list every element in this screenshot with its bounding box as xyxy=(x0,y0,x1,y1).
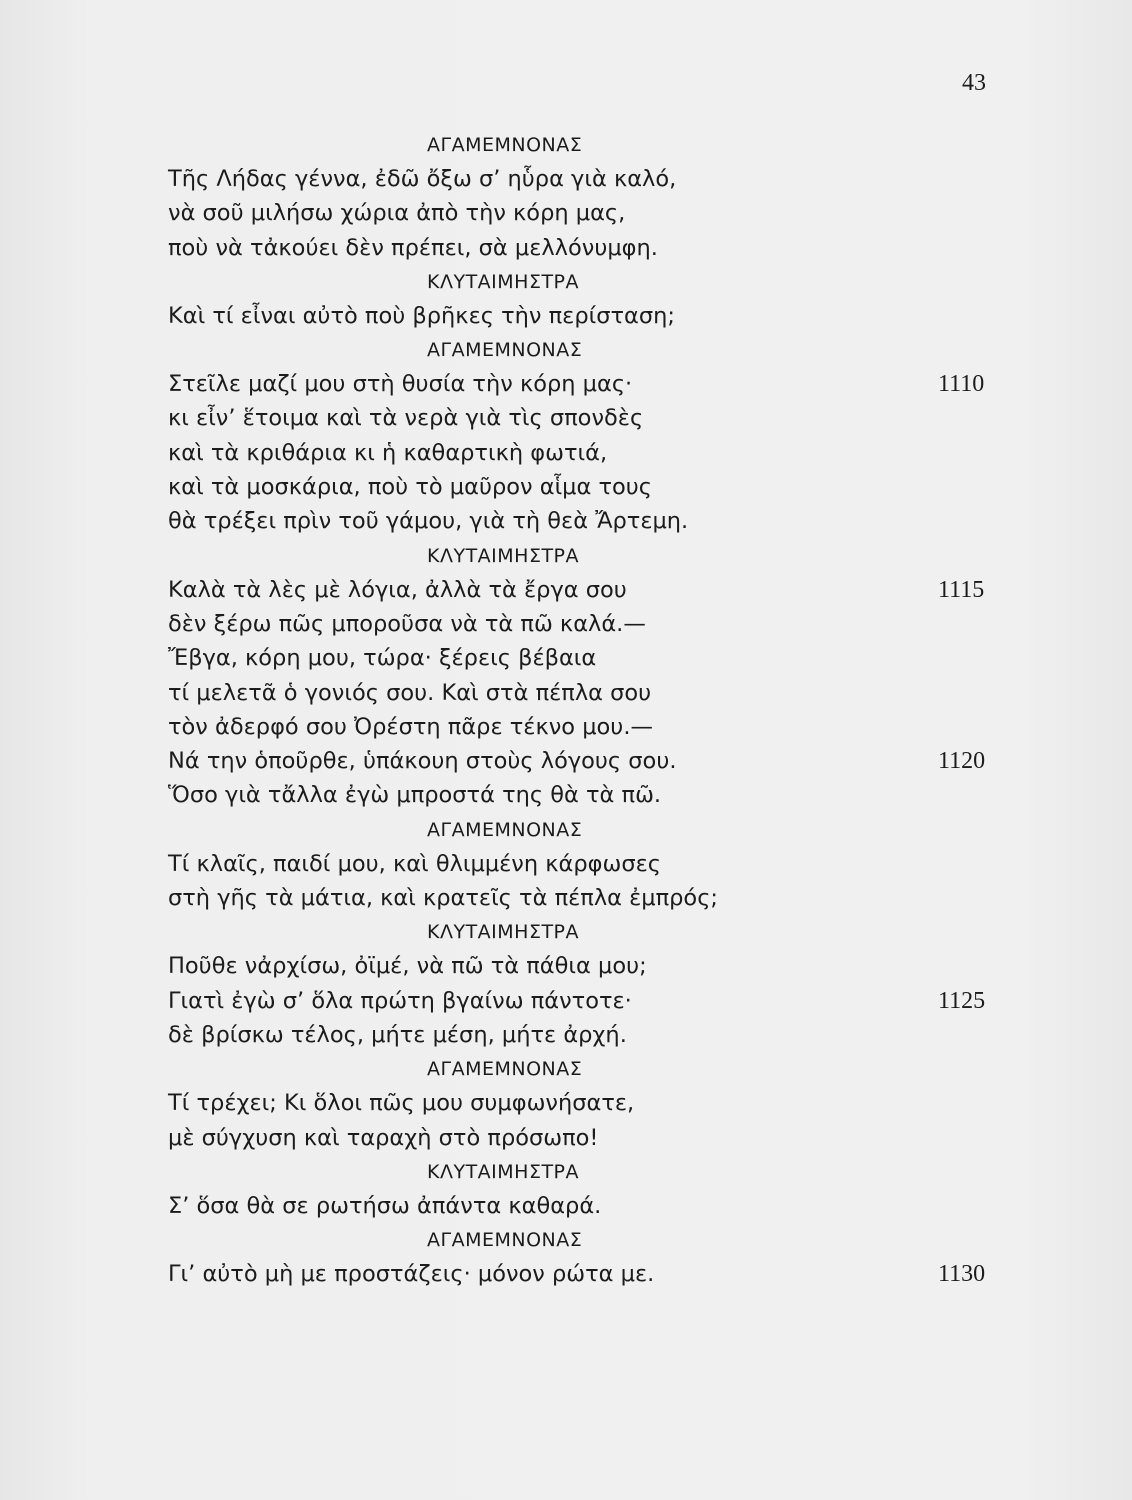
verse-line xyxy=(168,196,1068,230)
verse-line xyxy=(168,1018,1068,1052)
verse-text: Γιατὶ ἐγὼ σ’ ὅλα πρώτη βγαίνω πάντοτε· xyxy=(168,987,632,1014)
verse-line xyxy=(168,1257,1068,1291)
verse-line xyxy=(168,470,1068,504)
speaker-name: ΚΛΥΤΑΙΜΗΣΤΡΑ xyxy=(427,921,580,944)
verse-text: Καλὰ τὰ λὲς μὲ λόγια, ἀλλὰ τὰ ἔργα σου xyxy=(168,576,627,603)
verse-text: νὰ σοῦ μιλήσω χώρια ἀπὸ τὴν κόρη μας, xyxy=(168,200,626,227)
line-number: 1115 xyxy=(938,576,985,603)
verse-line xyxy=(168,949,1068,983)
verse-line xyxy=(168,676,1068,710)
verse-line xyxy=(168,984,1068,1018)
verse-text: Ὅσο γιὰ τἄλλα ἐγὼ μπροστά της θὰ τὰ πῶ. xyxy=(168,782,662,809)
verse-text: Γι’ αὐτὸ μὴ με προστάζεις· μόνον ρώτα με. xyxy=(168,1261,655,1288)
verse-line xyxy=(168,1086,1068,1120)
verse-line xyxy=(168,231,1068,265)
line-number: 1130 xyxy=(938,1261,986,1288)
speaker-name: ΑΓΑΜΕΜΝΟΝΑΣ xyxy=(427,1229,583,1252)
verse-text: δὲ βρίσκω τέλος, μήτε μέση, μήτε ἀρχή. xyxy=(168,1021,627,1048)
verse-text: Καὶ τί εἶναι αὐτὸ ποὺ βρῆκες τὴν περίσταση; xyxy=(168,302,675,329)
verse-line xyxy=(168,436,1068,470)
verse-text: Σ’ ὅσα θὰ σε ρωτήσω ἀπάντα καθαρά. xyxy=(168,1192,602,1219)
speaker-name: ΑΓΑΜΕΜΝΟΝΑΣ xyxy=(427,818,583,841)
speaker-name: ΑΓΑΜΕΜΝΟΝΑΣ xyxy=(427,134,583,156)
speaker-name: ΚΛΥΤΑΙΜΗΣΤΡΑ xyxy=(427,1160,580,1183)
line-number: 1120 xyxy=(938,748,986,775)
verse-text: τὸν ἀδερφό σου Ὀρέστη πᾶρε τέκνο μου.— xyxy=(168,713,653,740)
verse-line xyxy=(168,847,1068,881)
verse-text: καὶ τὰ μοσκάρια, ποὺ τὸ μαῦρον αἷμα τους xyxy=(168,474,653,501)
verse-text: Νά την ὁπoῦρθε, ὑπάκουη στοὺς λόγους σου. xyxy=(168,748,677,775)
verse-line xyxy=(168,299,1068,333)
line-number: 1125 xyxy=(938,987,986,1014)
verse-text: Τί κλαῖς, παιδί μου, καὶ θλιμμένη κάρφωσες xyxy=(168,850,661,877)
speaker-name: ΚΛΥΤΑΙΜΗΣΤΡΑ xyxy=(427,544,580,567)
verse-line xyxy=(168,641,1068,675)
verse-line xyxy=(168,367,1068,401)
speaker-name: ΑΓΑΜΕΜΝΟΝΑΣ xyxy=(427,339,583,362)
verse-text: στὴ γῆς τὰ μάτια, καὶ κρατεῖς τὰ πέπλα ἐμπρός; xyxy=(168,885,718,912)
verse-text: ποὺ νὰ τἀκούει δὲν πρέπει, σὰ μελλόνυμφη. xyxy=(168,234,658,261)
verse-line xyxy=(168,778,1068,812)
verse-text: Ποῦθε νἀρχίσω, ὀϊμέ, νὰ πῶ τὰ πάθια μου; xyxy=(168,953,647,980)
dialogue-text xyxy=(168,128,1068,1291)
verse-text: τί μελετᾶ ὁ γονιός σου. Καὶ στὰ πέπλα σου xyxy=(168,679,652,706)
verse-line xyxy=(168,401,1068,435)
verse-line xyxy=(168,881,1068,915)
verse-text: Στεῖλε μαζί μου στὴ θυσία τὴν κόρη μας· xyxy=(168,371,633,398)
verse-line xyxy=(168,504,1068,538)
verse-text: Τί τρέχει; Κι ὅλοι πῶς μου συμφωνήσατε, xyxy=(168,1090,635,1117)
verse-line xyxy=(168,573,1068,607)
speaker-name: ΑΓΑΜΕΜΝΟΝΑΣ xyxy=(427,1058,583,1081)
verse-line xyxy=(168,1189,1068,1223)
page-number: 43 xyxy=(962,70,986,96)
verse-text: μὲ σύγχυση καὶ ταραχὴ στὸ πρόσωπο! xyxy=(168,1124,599,1151)
verse-text: θὰ τρέξει πρὶν τοῦ γάμου, γιὰ τὴ θεὰ Ἄρτεμη. xyxy=(168,508,689,535)
speaker-name: ΚΛΥΤΑΙΜΗΣΤΡΑ xyxy=(427,270,580,293)
line-number: 1110 xyxy=(938,371,985,398)
verse-text: Ἔβγα, κόρη μου, τώρα· ξέρεις βέβαια xyxy=(168,645,597,672)
verse-line xyxy=(168,744,1068,778)
verse-text: καὶ τὰ κριθάρια κι ἡ καθαρτικὴ φωτιά, xyxy=(168,439,608,466)
verse-line xyxy=(168,710,1068,744)
verse-text: κι εἶν’ ἕτοιμα καὶ τὰ νερὰ γιὰ τὶς σπονδὲς xyxy=(168,405,644,432)
verse-text: δὲν ξέρω πῶς μποροῦσα νὰ τὰ πῶ καλά.— xyxy=(168,610,646,637)
verse-line xyxy=(168,607,1068,641)
verse-text: Τῆς Λήδας γέννα, ἐδῶ ὄξω σ’ ηὗρα γιὰ καλό, xyxy=(168,166,677,192)
verse-line xyxy=(168,1121,1068,1155)
verse-line xyxy=(168,162,1068,196)
